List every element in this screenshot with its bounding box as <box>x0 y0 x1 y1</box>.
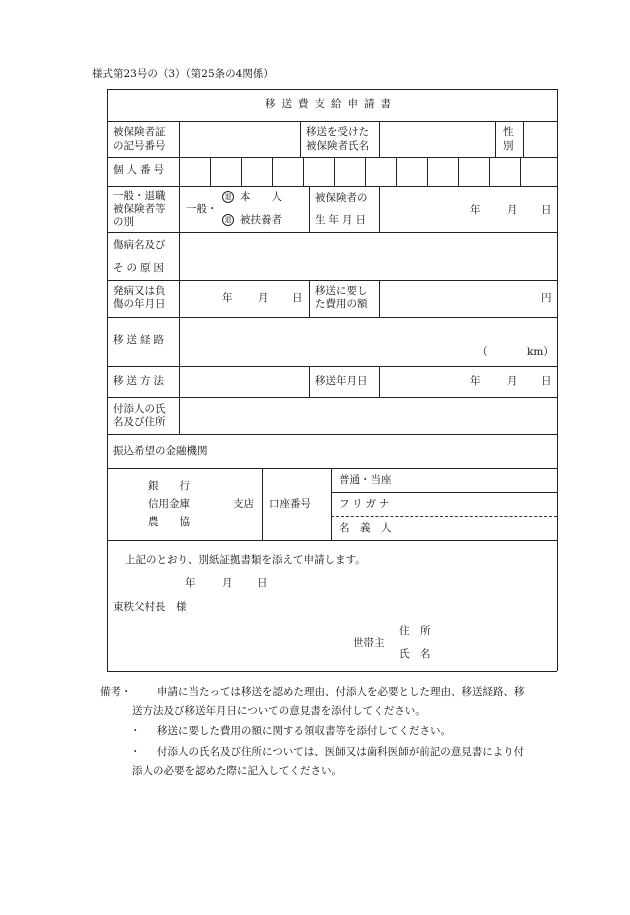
declaration-year-unit: 年 <box>185 577 196 589</box>
fuyou-option: 退 被扶養者 <box>222 214 282 226</box>
notes-heading: 備考・ <box>100 686 132 698</box>
km-unit: km） <box>527 346 554 358</box>
address-label: 住 所 <box>399 625 431 637</box>
note-2: 移送に要した費用の額に関する領収書等を添付してください。 <box>157 725 451 737</box>
name-label: 氏 名 <box>399 648 431 660</box>
note-1-line-1: 申請に当たっては移送を認めた理由、付添人を必要とした理由、移送経路、移 <box>157 686 525 698</box>
birth-month-unit: 月 <box>507 204 518 216</box>
note-3-line-1: 付添人の氏名及び住所については、医師又は歯科医師が前記の意見書により付 <box>157 746 525 758</box>
insurance-card-label: 被保険者証 <box>113 126 166 138</box>
sex-label-2: 別 <box>503 140 514 152</box>
birth-day-unit: 日 <box>541 204 552 216</box>
account-type: 普通・当座 <box>339 474 392 486</box>
account-number-label: 口座番号 <box>269 498 311 510</box>
note-3-bullet: ・ <box>130 746 141 758</box>
declaration-day-unit: 日 <box>257 577 268 589</box>
addressee: 東秩父村長 様 <box>113 601 187 613</box>
ippan-option: 一般・ <box>186 203 218 215</box>
retire-seal-icon: 退 <box>222 191 234 203</box>
transfer-year-unit: 年 <box>470 375 481 387</box>
onset-day-unit: 日 <box>292 292 303 304</box>
retire-seal-icon: 退 <box>222 214 234 226</box>
furigana-label: フリガナ <box>339 498 393 510</box>
onset-date-label: 発病又は負 <box>113 285 166 297</box>
onset-year-unit: 年 <box>222 292 233 304</box>
birthdate-label-2: 生年月日 <box>315 214 369 226</box>
attendant-label: 付添人の氏 <box>113 403 166 415</box>
illness-label: 傷病名及び <box>113 239 166 251</box>
insured-name-label: 移送を受けた <box>306 126 369 138</box>
route-label: 移送経路 <box>113 334 167 346</box>
householder-label: 世帯主 <box>353 637 385 649</box>
birth-year-unit: 年 <box>470 204 481 216</box>
onset-date-label-2: 傷の年月日 <box>113 298 166 310</box>
illness-label-2: その原因 <box>113 262 167 274</box>
nokyo-option: 農 協 <box>148 516 190 528</box>
onset-month-unit: 月 <box>258 292 269 304</box>
sex-label: 性 <box>503 126 514 138</box>
declaration-text: 上記のとおり、別紙証拠書類を添えて申請します。 <box>125 554 366 566</box>
account-holder-label: 名 義 人 <box>339 522 392 534</box>
yen-unit: 円 <box>541 292 552 304</box>
category-label: 一般・退職 <box>113 190 166 202</box>
km-open: （ <box>477 346 488 358</box>
declaration-month-unit: 月 <box>222 577 233 589</box>
note-3-line-2: 添人の必要を認めた際に記入してください。 <box>132 765 342 777</box>
transfer-day-unit: 日 <box>541 375 552 387</box>
branch-unit: 支店 <box>233 498 254 510</box>
insured-name-label-2: 被保険者氏名 <box>306 140 369 152</box>
transfer-date-label: 移送年月日 <box>315 375 368 387</box>
note-2-bullet: ・ <box>130 725 141 737</box>
form-code: 様式第23号の（3）（第25条の4関係） <box>92 68 274 80</box>
insurance-card-label-2: の記号番号 <box>113 140 166 152</box>
method-label: 移送方法 <box>113 375 167 387</box>
cost-label-2: た費用の額 <box>315 298 368 310</box>
transfer-month-unit: 月 <box>507 375 518 387</box>
honnin-option: 退 本 人 <box>222 191 282 203</box>
birthdate-label: 被保険者の <box>315 192 368 204</box>
note-1-line-2: 送方法及び移送年月日についての意見書を添付してください。 <box>132 705 426 717</box>
bank-option: 銀 行 <box>148 480 190 492</box>
attendant-label-2: 名及び住所 <box>113 416 166 428</box>
category-label-3: の別 <box>113 216 134 228</box>
bank-heading: 振込希望の金融機関 <box>113 445 208 457</box>
form-title: 移送費支給申請書 <box>265 98 397 110</box>
shinkin-option: 信用金庫 <box>148 498 190 510</box>
personal-number-label: 個人番号 <box>113 164 167 176</box>
cost-label: 移送に要し <box>315 285 368 297</box>
category-label-2: 被保険者等 <box>113 203 166 215</box>
